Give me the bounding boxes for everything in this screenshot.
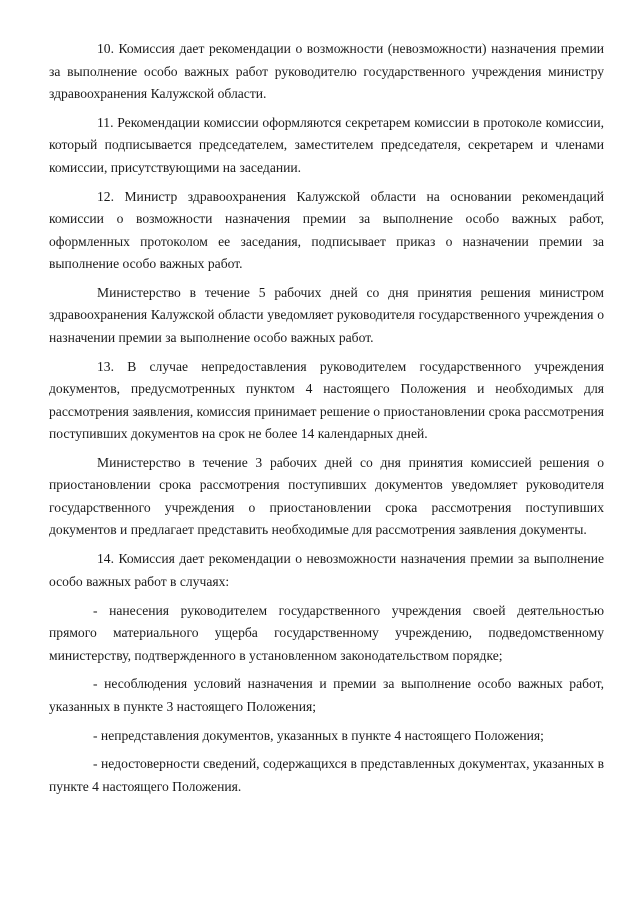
paragraph-13-notice: Министерство в течение 3 рабочих дней со дня принятия комиссией решения о приостановлении срока рассмотрения поступивших документов уведомляет руководителя государственного учреждения о приостановлении срока рассмотрения поступивших документов и предлагает представить необходимые для рассмотрения заявления документы. xyxy=(49,454,604,538)
paragraph-12: 12. Министр здравоохранения Калужской области на основании рекомендаций комиссии о возможности назначения премии за выполнение особо важных работ, оформленных протоколом ее заседания, подписывает приказ о назначении премии за выполнение особо важных работ. xyxy=(49,188,604,272)
paragraph-12-notice: Министерство в течение 5 рабочих дней со дня принятия решения министром здравоохранения Калужской области уведомляет руководителя государственного учреждения о назначении премии за выполнение особо важных работ. xyxy=(49,284,604,345)
paragraph-11: 11. Рекомендации комиссии оформляются секретарем комиссии в протоколе комиссии, который подписывается председателем, заместителем председателя, секретарем и членами комиссии, присутствующими на заседании. xyxy=(49,114,604,175)
paragraph-13: 13. В случае непредоставления руководителем государственного учреждения документов, предусмотренных пунктом 4 настоящего Положения и необходимых для рассмотрения заявления, комиссия принимает решение о приостановлении срока рассмотрения поступивших документов на срок не более 14 календарных дней. xyxy=(49,358,604,442)
paragraph-14: 14. Комиссия дает рекомендации о невозможности назначения премии за выполнение особо важных работ в случаях: xyxy=(49,551,604,589)
list-item-damage: - нанесения руководителем государственного учреждения своей деятельностью прямого материального ущерба государственному учреждению, подведомственному министерству, подтвержденного в установленном законодательством порядке; xyxy=(49,602,604,663)
paragraph-10: 10. Комиссия дает рекомендации о возможности (невозможности) назначения премии за выполнение особо важных работ руководителю государственного учреждения министру здравоохранения Калужской области. xyxy=(49,41,604,101)
list-item-conditions: - несоблюдения условий назначения и премии за выполнение особо важных работ, указанных в пункте 3 настоящего Положения; xyxy=(49,676,604,714)
list-item-documents: - непредставления документов, указанных в пункте 4 настоящего Положения; xyxy=(93,727,544,743)
list-item-unreliable: - недостоверности сведений, содержащихся в представленных документах, указанных в пункте 4 настоящего Положения. xyxy=(49,756,604,794)
